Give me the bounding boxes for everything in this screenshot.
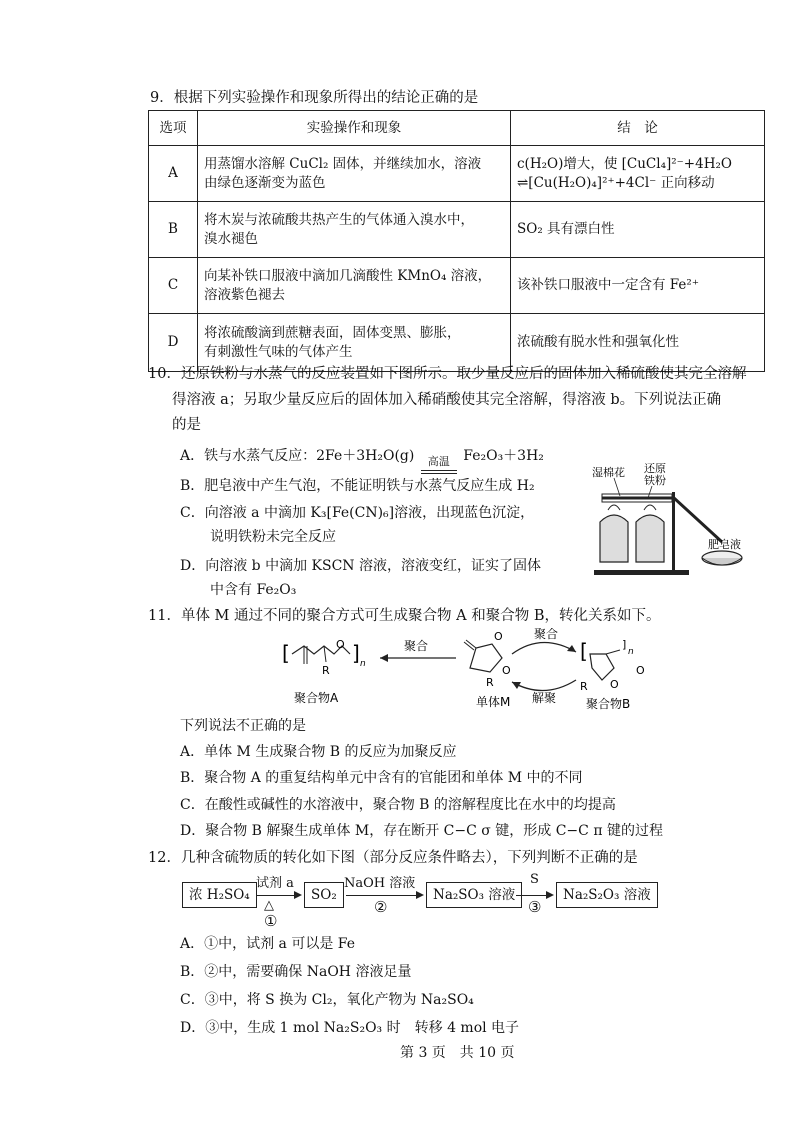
q12-stem: 12．几种含硫物质的转化如下图（部分反应条件略去），下列判断不正确的是: [148, 850, 638, 866]
operation-line: 用蒸馏水溶解 CuCl₂ 固体，并继续加水，溶液: [204, 155, 482, 172]
monomer-carbonyl-o: O: [494, 630, 503, 643]
operation-line: 有刺激性气味的气体产生: [204, 343, 353, 360]
polymer-b-r: R: [580, 680, 588, 693]
row-option: A: [149, 146, 198, 202]
table-row: [149, 258, 765, 314]
box-conc-sulfuric-acid: 浓 H₂SO₄: [182, 882, 257, 908]
iron-label-2: 铁粉: [644, 474, 666, 487]
q12-option-c: C．③中，将 S 换为 Cl₂，氧化产物为 Na₂SO₄: [180, 992, 474, 1008]
table-row: [149, 314, 765, 372]
q10-option-a: [180, 446, 544, 466]
q11-question: 下列说法不正确的是: [180, 718, 306, 734]
operation-line: 由绿色逐渐变为蓝色: [204, 174, 326, 191]
row-operation: [198, 146, 511, 202]
step-3-number: ③: [528, 898, 542, 916]
monomer-ring-o: O: [502, 664, 511, 677]
option-a-products: Fe₂O₃＋3H₂: [463, 448, 544, 464]
table-row: [149, 146, 765, 202]
q10-option-b: B．肥皂液中产生气泡，不能证明铁与水蒸气反应生成 H₂: [180, 478, 535, 494]
row-operation: [198, 314, 511, 372]
step-1-number: ①: [264, 912, 278, 930]
q10-option-d-line1: D．向溶液 b 中滴加 KSCN 溶液，溶液变红，证实了固体: [180, 558, 541, 574]
wet-cotton-label: 湿棉花: [592, 466, 625, 479]
q11-option-b: B．聚合物 A 的重复结构单元中含有的官能团和单体 M 中的不同: [180, 770, 583, 786]
q9-stem: 9．根据下列实验操作和现象所得出的结论正确的是: [150, 90, 479, 106]
arrow-label-polymerize-top: 聚合: [534, 628, 559, 641]
operation-line: 将木炭与浓硫酸共热产生的气体通入溴水中，: [204, 211, 474, 228]
q10-stem-line3: 的是: [172, 417, 201, 433]
conclusion-line: SO₂ 具有漂白性: [517, 221, 615, 237]
q10-apparatus-figure: [574, 462, 754, 582]
naoh-label: NaOH 溶液: [344, 876, 416, 891]
row-conclusion: [511, 258, 765, 314]
row-conclusion: [511, 314, 765, 372]
polymer-a-oxygen: O: [336, 638, 345, 651]
svg-text:[: [: [282, 641, 290, 665]
q12-option-b: B．②中，需要确保 NaOH 溶液足量: [180, 964, 412, 980]
row-operation: [198, 202, 511, 258]
q11-stem: 11．单体 M 通过不同的聚合方式可生成聚合物 A 和聚合物 B，转化关系如下。: [148, 608, 661, 624]
q10-stem-line2: 得溶液 a；另取少量反应后的固体加入稀硝酸使其完全溶解，得溶液 b。下列说法正确: [172, 392, 722, 408]
monomer-r: R: [486, 676, 494, 689]
polymer-b-carbonyl-o: O: [636, 664, 645, 677]
q10-option-c-line1: C．向溶液 a 中滴加 K₃[Fe(CN)₆]溶液，出现蓝色沉淀，: [180, 505, 535, 521]
table-row: [149, 202, 765, 258]
conclusion-line: 该补铁口服液中一定含有 Fe²⁺: [517, 277, 699, 293]
conclusion-line: ⇌[Cu(H₂O)₄]²⁺+4Cl⁻ 正向移动: [517, 174, 715, 191]
q11-scheme: [280, 628, 660, 718]
polymer-b-ring-o: O: [610, 678, 619, 691]
operation-line: 溴水褪色: [204, 230, 258, 247]
box-sodium-sulfite: Na₂SO₃ 溶液: [426, 882, 522, 908]
label-polymer-a: 聚合物A: [294, 691, 339, 705]
q12-option-d: D．③中，生成 1 mol Na₂S₂O₃ 时 转移 4 mol 电子: [180, 1020, 520, 1036]
q10-stem-line1: 10．还原铁粉与水蒸气的反应装置如下图所示。取少量反应后的固体加入稀硫酸使其完全溶解: [148, 366, 747, 382]
arrow-step-2: [346, 895, 422, 896]
condition-label: 高温: [427, 455, 450, 468]
polymer-b-n: n: [628, 647, 634, 657]
page-footer: 第 3 页 共 10 页: [400, 1045, 515, 1061]
arrow-label-polymerize-left: 聚合: [404, 639, 429, 653]
q11-option-d: D．聚合物 B 解聚生成单体 M，存在断开 C−C σ 键，形成 C−C π 键的过程: [180, 823, 663, 839]
header-operation: 实验操作和现象: [198, 111, 511, 146]
row-conclusion: [511, 146, 765, 202]
q12-option-a: A．①中，试剂 a 可以是 Fe: [180, 936, 356, 952]
svg-text:]: ]: [622, 638, 627, 651]
row-conclusion: [511, 202, 765, 258]
soap-label: 肥皂液: [708, 538, 741, 551]
q10-option-d-line2: 中含有 Fe₂O₃: [210, 582, 297, 598]
q9-table: [148, 110, 765, 372]
q11-option-a: A．单体 M 生成聚合物 B 的反应为加聚反应: [180, 744, 457, 760]
svg-text:]: ]: [352, 641, 360, 665]
q11-option-c: C．在酸性或碱性的水溶液中，聚合物 B 的溶解程度比在水中的均提高: [180, 797, 616, 813]
sulfur-label: S: [530, 872, 539, 887]
table-header-row: [149, 111, 765, 146]
row-option: B: [149, 202, 198, 258]
step-2-number: ②: [374, 898, 388, 916]
heat-symbol: △: [264, 898, 274, 913]
arrow-step-3: [516, 895, 552, 896]
arrow-step-1: [256, 895, 300, 896]
label-monomer-m: 单体M: [476, 695, 511, 709]
conclusion-line: c(H₂O)增大，使 [CuCl₄]²⁻+4H₂O: [517, 155, 732, 172]
operation-line: 向某补铁口服液中滴加几滴酸性 KMnO₄ 溶液，: [204, 267, 492, 284]
operation-line: 溶液紫色褪去: [204, 286, 285, 303]
header-conclusion: 结 论: [511, 111, 765, 146]
operation-line: 将浓硫酸滴到蔗糖表面，固体变黑、膨胀，: [204, 324, 461, 341]
option-a-text: A．铁与水蒸气反应：2Fe＋3H₂O(g): [180, 448, 415, 464]
header-option: 选项: [149, 111, 198, 146]
row-operation: [198, 258, 511, 314]
row-option: C: [149, 258, 198, 314]
box-sodium-thiosulfate: Na₂S₂O₃ 溶液: [556, 882, 658, 908]
label-polymer-b: 聚合物B: [586, 697, 631, 711]
svg-text:[: [: [580, 639, 588, 663]
arrow-label-depolymerize: 解聚: [532, 691, 557, 705]
q10-option-c-line2: 说明铁粉未完全反应: [210, 529, 336, 545]
conclusion-line: 浓硫酸有脱水性和强氧化性: [517, 334, 679, 350]
polymer-a-n: n: [360, 659, 366, 669]
iron-label-1: 还原: [644, 462, 666, 475]
polymer-a-r: R: [322, 664, 330, 677]
reagent-a-label: 试剂 a: [256, 876, 294, 891]
row-option: D: [149, 314, 198, 372]
box-so2: SO₂: [304, 882, 344, 908]
